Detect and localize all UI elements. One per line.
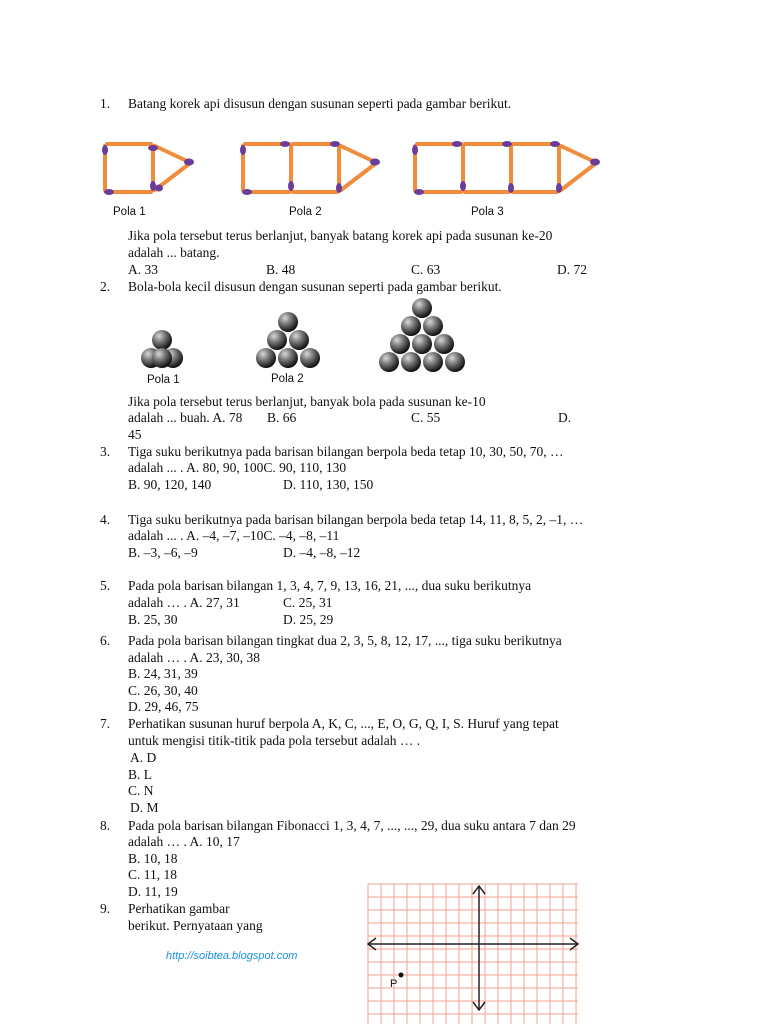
q7-number: 7. xyxy=(100,716,111,731)
point-p xyxy=(399,973,404,978)
q7-option-b: B. L xyxy=(128,767,153,782)
q8-line-2: adalah … . A. 10, 17 xyxy=(128,834,240,849)
q4-option-d: D. –4, –8, –12 xyxy=(283,545,361,560)
q8-option-d: D. 11, 19 xyxy=(128,884,178,899)
q1-option-c: C. 63 xyxy=(411,262,441,277)
matchstick-pattern-figure xyxy=(95,132,715,212)
ball-pola-1 xyxy=(141,330,183,368)
q2-label-pola-2: Pola 2 xyxy=(271,373,304,385)
q3-line-1: Tiga suku berikutnya pada barisan bilangan berpola beda tetap 10, 30, 50, 70, … xyxy=(128,444,564,459)
q6-line-2: adalah … . A. 23, 30, 38 xyxy=(128,650,260,665)
q6-number: 6. xyxy=(100,633,111,648)
q3-number: 3. xyxy=(100,444,111,459)
q6-option-b: B. 24, 31, 39 xyxy=(128,666,198,681)
q6-option-d: D. 29, 46, 75 xyxy=(128,699,199,714)
q7-option-a: A. D xyxy=(130,750,157,765)
q8-number: 8. xyxy=(100,818,111,833)
q7-option-c: C. N xyxy=(128,783,154,798)
q2-option-d: D. xyxy=(558,410,572,425)
q7-option-d: D. M xyxy=(130,800,159,815)
q3-line-2: adalah ... . A. 80, 90, 100C. 90, 110, 130 xyxy=(128,460,347,475)
q1-text-2: adalah ... batang. xyxy=(128,245,220,260)
q5-option-c: C. 25, 31 xyxy=(283,595,333,610)
q4-line-2: adalah ... . A. –4, –7, –10C. –4, –8, –11 xyxy=(128,528,340,543)
q3-option-b: B. 90, 120, 140 xyxy=(128,477,212,492)
q4-option-b: B. –3, –6, –9 xyxy=(128,545,198,560)
q1-label-pola-3: Pola 3 xyxy=(471,206,504,218)
q1-label-pola-2: Pola 2 xyxy=(289,206,322,218)
q1-text-1: Jika pola tersebut terus berlanjut, banyak batang korek api pada susunan ke-20 xyxy=(128,228,553,243)
q9-number: 9. xyxy=(100,901,111,916)
q5-number: 5. xyxy=(100,578,111,593)
q1-stem: Batang korek api disusun dengan susunan seperti pada gambar berikut. xyxy=(128,96,512,111)
q1-option-b: B. 48 xyxy=(266,262,296,277)
matchstick-pola-1 xyxy=(102,144,194,195)
ball-pola-2 xyxy=(256,312,320,368)
q9-line-2: berikut. Pernyataan yang xyxy=(128,918,263,933)
q2-label-pola-1: Pola 1 xyxy=(147,374,180,386)
q3-option-d: D. 110, 130, 150 xyxy=(283,477,374,492)
q1-label-pola-1: Pola 1 xyxy=(113,206,146,218)
watermark-url: http://soibtea.blogspot.com xyxy=(166,950,298,962)
q6-line-1: Pada pola barisan bilangan tingkat dua 2, 3, 5, 8, 12, 17, ..., tiga suku berikutnya xyxy=(128,633,562,648)
point-p-label: P xyxy=(390,978,398,990)
q5-line-1: Pada pola barisan bilangan 1, 3, 4, 7, 9, 13, 16, 21, ..., dua suku berikutnya xyxy=(128,578,532,593)
q5-line-2: adalah … . A. 27, 31 xyxy=(128,595,240,610)
q2-option-c: C. 55 xyxy=(411,410,441,425)
q9-line-1: Perhatikan gambar xyxy=(128,901,230,916)
matchstick-pola-2 xyxy=(240,141,380,195)
q8-option-b: B. 10, 18 xyxy=(128,851,178,866)
q7-line-2: untuk mengisi titik-titik pada pola tersebut adalah … . xyxy=(128,733,421,748)
q1-option-a: A. 33 xyxy=(128,262,158,277)
q2-stem: Bola-bola kecil disusun dengan susunan seperti pada gambar berikut. xyxy=(128,279,502,294)
q8-line-1: Pada pola barisan bilangan Fibonacci 1, 3, 4, 7, ..., ..., 29, dua suku antara 7 dan 29 xyxy=(128,818,576,833)
q2-option-b: B. 66 xyxy=(267,410,297,425)
q6-option-c: C. 26, 30, 40 xyxy=(128,683,198,698)
q7-line-1: Perhatikan susunan huruf berpola A, K, C, ..., E, O, G, Q, I, S. Huruf yang tepat xyxy=(128,716,559,731)
q4-line-1: Tiga suku berikutnya pada barisan bilangan berpola beda tetap 14, 11, 8, 5, 2, –1, … xyxy=(128,512,584,527)
ball-pattern-figure xyxy=(135,296,475,376)
q4-number: 4. xyxy=(100,512,111,527)
q2-option-d-value: 45 xyxy=(128,427,142,442)
q2-text-1: Jika pola tersebut terus berlanjut, banyak bola pada susunan ke-10 xyxy=(128,394,486,409)
ball-pola-3 xyxy=(379,298,465,372)
coordinate-grid xyxy=(368,884,580,1024)
matchstick-pola-3 xyxy=(412,141,600,195)
q5-option-b: B. 25, 30 xyxy=(128,612,178,627)
q1-number: 1. xyxy=(100,96,111,111)
q1-option-d: D. 72 xyxy=(557,262,587,277)
q5-option-d: D. 25, 29 xyxy=(283,612,334,627)
q8-option-c: C. 11, 18 xyxy=(128,867,178,882)
q2-number: 2. xyxy=(100,279,111,294)
q2-text-2: adalah ... buah. A. 78 xyxy=(128,410,243,425)
